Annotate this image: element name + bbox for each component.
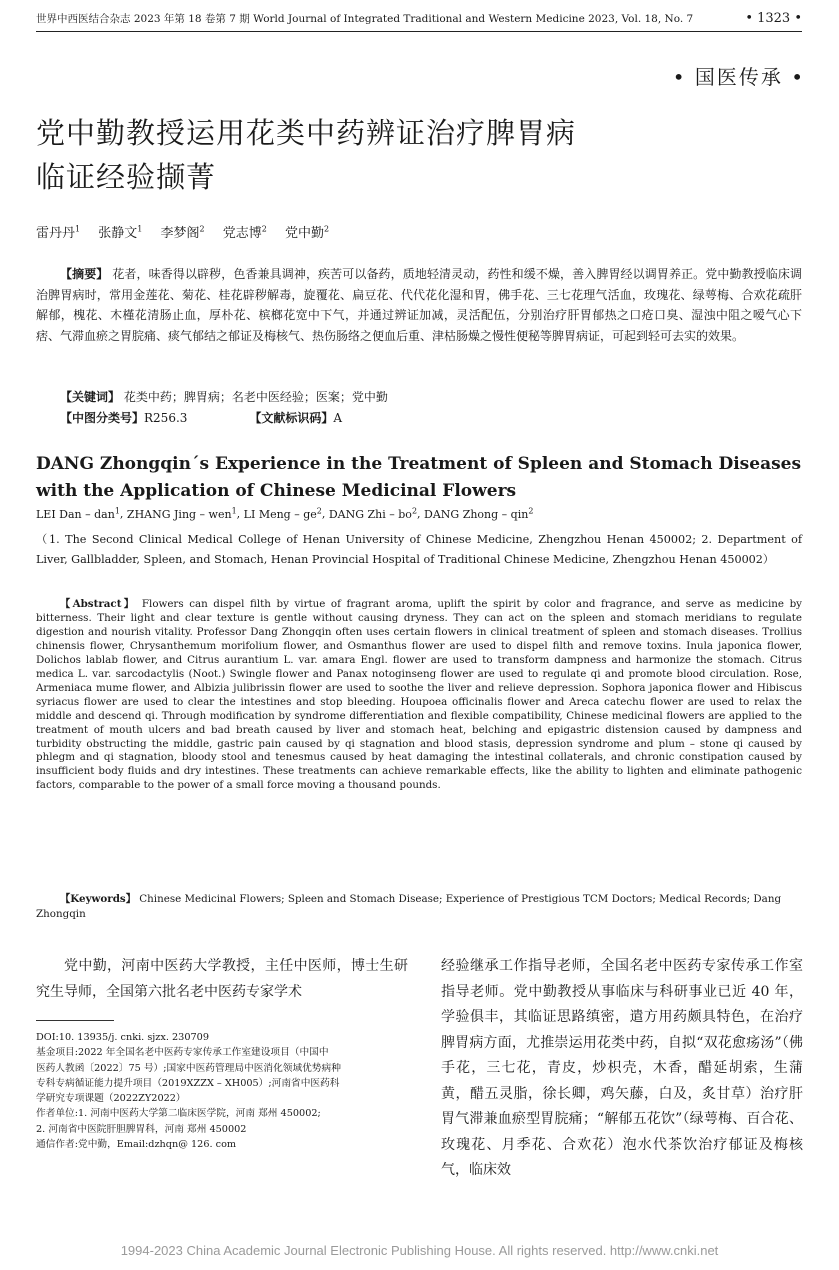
page-number: • 1323 • <box>745 11 802 26</box>
author: 雷丹丹$^1$ <box>36 224 81 241</box>
footnote-line: 基金项目:2022 年全国名老中医药专家传承工作室建设项目（中国中 <box>36 1047 329 1059</box>
footnote-line: 学研究专项课题（2022ZY2022） <box>36 1093 186 1105</box>
chinese-title-line-2: 临证经验撷菁 <box>36 160 217 194</box>
abstract-label: 【Abstract】 <box>60 598 137 610</box>
footnote-line: 2. 河南省中医院肝胆脾胃科，河南 郑州 450002 <box>36 1123 247 1135</box>
keywords-text: 花类中药；脾胃病；名老中医经验；医案；党中勤 <box>123 390 388 404</box>
chinese-authors <box>36 222 329 241</box>
document-code-label: 【文献标识码】 <box>249 411 334 425</box>
classification-line <box>60 408 342 429</box>
chinese-keywords <box>60 387 388 408</box>
abstract-text: 花者，味香得以辟秽，色香兼具调神，疾苦可以备药，质地轻清灵动，药性和缓不燥，善入脾胃经以调胃养正。党中勤教授临床调治脾胃病时，常用金莲花、菊花、桂花辟秽解毒，旋覆花、扁豆花、代代花化湿和胃，佛手花、三七花理气活血，玫瑰花、绿萼梅、合欢花疏肝解郁，槐花、木槿花清肠止血，厚朴花、槟榔花宽中下气，并通过辨证加减，灵活配伍，分别治疗肝胃郁热之口疮口臭、湿浊中阻之嗳气心下痞、气滞血瘀之胃脘痛、痰气郁结之郁证及梅核气、热伤肠络之便血后重、津枯肠燥之慢性便秘等脾胃病证，可起到轻可去实的效果。 <box>36 267 802 343</box>
abstract-label: 【摘要】 <box>60 267 109 281</box>
english-keywords <box>36 892 802 922</box>
author: LEI Dan – dan$^1$ <box>36 506 120 521</box>
footnote-line: 通信作者:党中勤，Email:dzhqn@ 126. com <box>36 1139 237 1151</box>
footnote-line: 作者单位:1. 河南中医药大学第二临床医学院，河南 郑州 450002; <box>36 1108 321 1120</box>
author: DANG Zhong – qin$^2$ <box>424 506 534 521</box>
chinese-abstract <box>36 264 802 346</box>
section-label: • 国医传承 • <box>672 65 805 89</box>
keywords-text: Chinese Medicinal Flowers; Spleen and Stomach Disease; Experience of Prestigious TCM Doctors; Medical Records; Dang Zhongqin <box>36 893 782 920</box>
keywords-label: 【Keywords】 <box>60 893 137 905</box>
footnote-line: DOI:10. 13935/j. cnki. sjzx. 230709 <box>36 1032 210 1043</box>
copyright-notice: 1994-2023 China Academic Journal Electronic Publishing House. All rights reserved. http://www.cnki.net <box>120 1243 719 1258</box>
abstract-text: Flowers can dispel filth by virtue of fragrant aroma, uplift the spirit by color and fragrance, and serve as medicine by bitterness. Their light and clear texture is gentle without causing dryness. They can act on the spleen and stomach meridians to regulate digestion and nourish vitality. Professor Dang Zhongqin often uses certain flowers in clinical treatment of spleen and stomach diseases. Trollius chinensis flower, Chrysanthemum morifolium flower, and Osmanthus flower are used to dispel filth and remove toxins. Inula japonica flower, Dolichos lablab flower, and Citrus aurantium L. var. amara Engl. flower are used to transform dampness and harmonize the stomach. Citrus medica L. var. sarcodactylis (Noot.) Swingle flower and Panax notoginseng flower are used to regulate qi and promote blood circulation. Rose, Armeniaca mume flower, and Albizia julibrissin flower are used to soothe the liver and relieve depression. Sophora japonica flower and Hibiscus syriacus flower are used to clear the intestines and stop bleeding. Houpoea officinalis flower and Areca catechu flower are used to relax the middle and descend qi. Through modification by syndrome differentiation and flexible compatibility, Chinese medicinal flowers are applied to the treatment of mouth ulcers and bad breath caused by liver and stomach heat, belching and epigastric distension caused by dampness and turbidity obstructing the middle, gastric pain caused by qi stagnation and blood stasis, depression syndrome and plum – stone qi caused by phlegm and qi stagnation, bloody stool and tenesmus caused by heat damaging the intestinal collaterals, and chronic constipation caused by insufficient body fluids and dry intestines. These treatments can achieve remarkable effects, like the ability to lighten and eliminate pathogenic factors, comparable to the power of a small force moving a thousand pounds. <box>36 598 802 792</box>
footnote-rule <box>36 1020 114 1021</box>
footnotes <box>36 1030 416 1152</box>
author: LI Meng – $ge^2$ <box>243 506 322 521</box>
english-affiliation: （1. The Second Clinical Medical College of Henan University of Chinese Medicine, Zhengzhou Henan 450002; 2. Department of Liver, Gallbladder, Spleen, and Stomach, Henan Provincial Hospital of Traditional Chinese Medicine, Zhengzhou Henan 450002） <box>36 533 802 566</box>
body-column-left: 党中勤，河南中医药大学教授，主任中医师，博士生研究生导师，全国第六批名老中医药专家学术 <box>36 958 408 1000</box>
footnote-line: 医药人教函〔2022〕75 号）;国家中医药管理局中医消化领域优势病种 <box>36 1062 341 1074</box>
author: 党中勤$^2$ <box>285 224 330 241</box>
english-abstract <box>36 598 802 793</box>
clc-label: 【中图分类号】 <box>60 411 145 425</box>
footnote-line: 专科专病循证能力提升项目（2019XZZX – XH005）;河南省中医药科 <box>36 1077 340 1089</box>
chinese-title-line-1: 党中勤教授运用花类中药辨证治疗脾胃病 <box>36 116 577 150</box>
clc-value: R256.3 <box>144 411 188 425</box>
body-column-right: 经验继承工作指导老师，全国名老中医药专家传承工作室指导老师。党中勤教授从事临床与科研事业已近 40 年，学验俱丰，其临证思路缜密，遣方用药颇具特色，在治疗脾胃病方面，尤推崇运用花类中药，自拟“双花愈疡汤”（佛手花，三七花，青皮，炒枳壳，木香，醋延胡索，生蒲黄，醋五灵脂，徐长卿，鸡矢藤，白及，炙甘草）治疗肝胃气滞兼血瘀型胃脘痛；“解郁五花饮”（绿萼梅、百合花、玫瑰花、月季花、合欢花）泡水代茶饮治疗郁证及梅核气，临床效 <box>441 958 803 1178</box>
author: ZHANG Jing – wen$^1$ <box>126 506 237 521</box>
author: 党志博$^2$ <box>222 224 267 241</box>
english-title: DANG Zhongqin´s Experience in the Treatment of Spleen and Stomach Diseases with the Application of Chinese Medicinal Flowers <box>36 454 802 501</box>
author: 李梦阁$^2$ <box>160 224 205 241</box>
running-header-text: 世界中西医结合杂志 2023 年第 18 卷第 7 期 World Journal of Integrated Traditional and Western Medicine 2023, Vol. 18, No. 7 <box>36 13 694 25</box>
author: DANG Zhi – $bo^2$ <box>328 506 418 521</box>
keywords-label: 【关键词】 <box>60 390 121 404</box>
header-rule <box>36 31 802 32</box>
running-header <box>36 12 802 26</box>
author: 张静文$^1$ <box>98 224 143 241</box>
chinese-title <box>36 111 806 199</box>
english-authors: LEI Dan – dan$^1$, ZHANG Jing – wen$^1$, LI Meng – $ge^2$, DANG Zhi – $bo^2$, DANG Zhong – qin$^2$ <box>36 506 534 521</box>
document-code-value: A <box>333 411 343 425</box>
